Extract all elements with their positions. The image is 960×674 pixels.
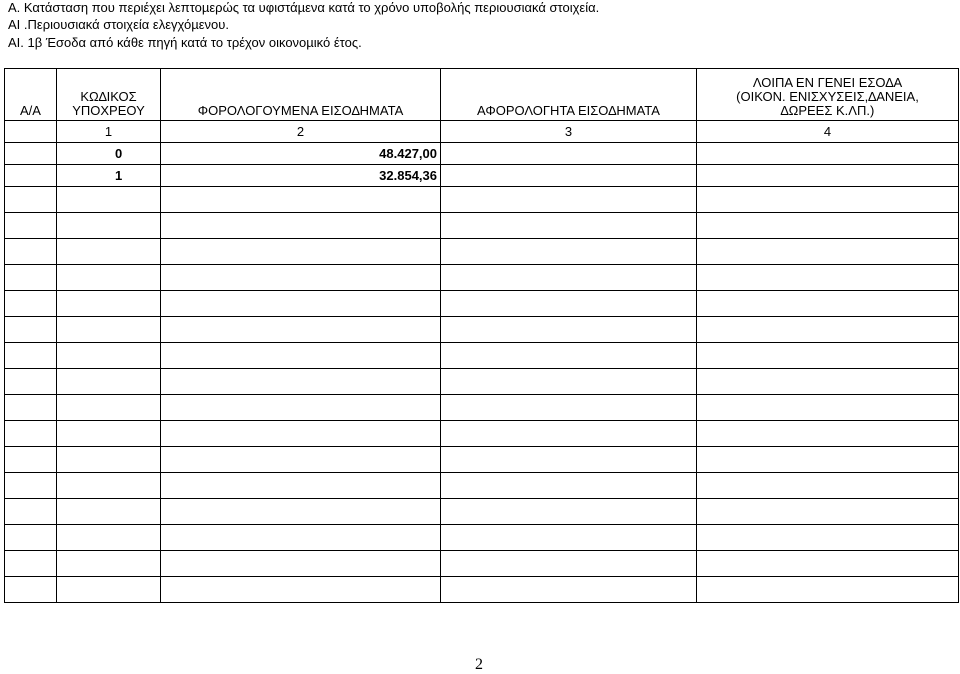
empty-row <box>5 213 959 239</box>
empty-row <box>5 343 959 369</box>
column-number-row <box>5 121 959 143</box>
empty-row <box>5 447 959 473</box>
empty-row <box>5 369 959 395</box>
header-aa: Α/Α <box>5 69 57 121</box>
header-code <box>57 69 161 121</box>
header-nontaxable-income: ΑΦΟΡΟΛΟΓΗΤΑ ΕΙΣΟ∆ΗΜΑΤΑ <box>441 69 697 121</box>
empty-row <box>5 239 959 265</box>
empty-row <box>5 395 959 421</box>
empty-row <box>5 265 959 291</box>
heading-line-2: ΑΙ .Περιουσιακά στοιχεία ελεγχόµενου. <box>8 17 229 32</box>
header-taxable-income: ΦΟΡΟΛΟΓΟΥΜΕΝΑ ΕΙΣΟ∆ΗΜΑΤΑ <box>161 69 441 121</box>
header-other-line-2: (ΟΙΚΟΝ. ΕΝΙΣΧΥΣΕΙΣ,∆ΑΝΕΙΑ, <box>736 89 919 104</box>
empty-row <box>5 317 959 343</box>
aa-cell <box>5 143 57 165</box>
empty-row <box>5 499 959 525</box>
header-other-income <box>697 69 959 121</box>
empty-row <box>5 551 959 577</box>
column-number-4: 4 <box>697 121 959 143</box>
header-code-line-1: ΚΩ∆ΙΚΟΣ <box>80 89 137 104</box>
header-row <box>5 69 959 121</box>
header-other-line-3: ∆ΩΡΕΕΣ Κ.ΛΠ.) <box>780 103 875 118</box>
empty-row <box>5 421 959 447</box>
nontaxable-cell <box>441 165 697 187</box>
empty-row <box>5 577 959 603</box>
header-code-line-2: ΥΠΟΧΡΕΟΥ <box>72 103 145 118</box>
empty-row <box>5 291 959 317</box>
other-cell <box>697 165 959 187</box>
column-number-cell <box>5 121 57 143</box>
header-other-line-1: ΛΟΙΠΑ ΕΝ ΓΕΝΕΙ ΕΣΟ∆Α <box>752 75 903 90</box>
column-number-2: 2 <box>161 121 441 143</box>
empty-row <box>5 525 959 551</box>
empty-row <box>5 473 959 499</box>
heading-line-1: Α. Κατάσταση που περιέχει λεπτοµερώς τα υφιστάµενα κατά το χρόνο υποβολής περιουσιακά στοιχεία. <box>8 0 600 15</box>
column-number-1: 1 <box>57 121 161 143</box>
code-cell: 1 <box>57 165 161 187</box>
table-row <box>5 165 959 187</box>
table-row <box>5 143 959 165</box>
page-number: 2 <box>475 656 483 673</box>
column-number-3: 3 <box>441 121 697 143</box>
other-cell <box>697 143 959 165</box>
code-cell: 0 <box>57 143 161 165</box>
income-table <box>4 68 959 603</box>
heading-line-3: ΑΙ. 1β Έσοδα από κάθε πηγή κατά το τρέχον οικονοµικό έτος. <box>8 35 362 50</box>
nontaxable-cell <box>441 143 697 165</box>
taxable-cell: 32.854,36 <box>161 165 441 187</box>
taxable-cell: 48.427,00 <box>161 143 441 165</box>
empty-row <box>5 187 959 213</box>
aa-cell <box>5 165 57 187</box>
